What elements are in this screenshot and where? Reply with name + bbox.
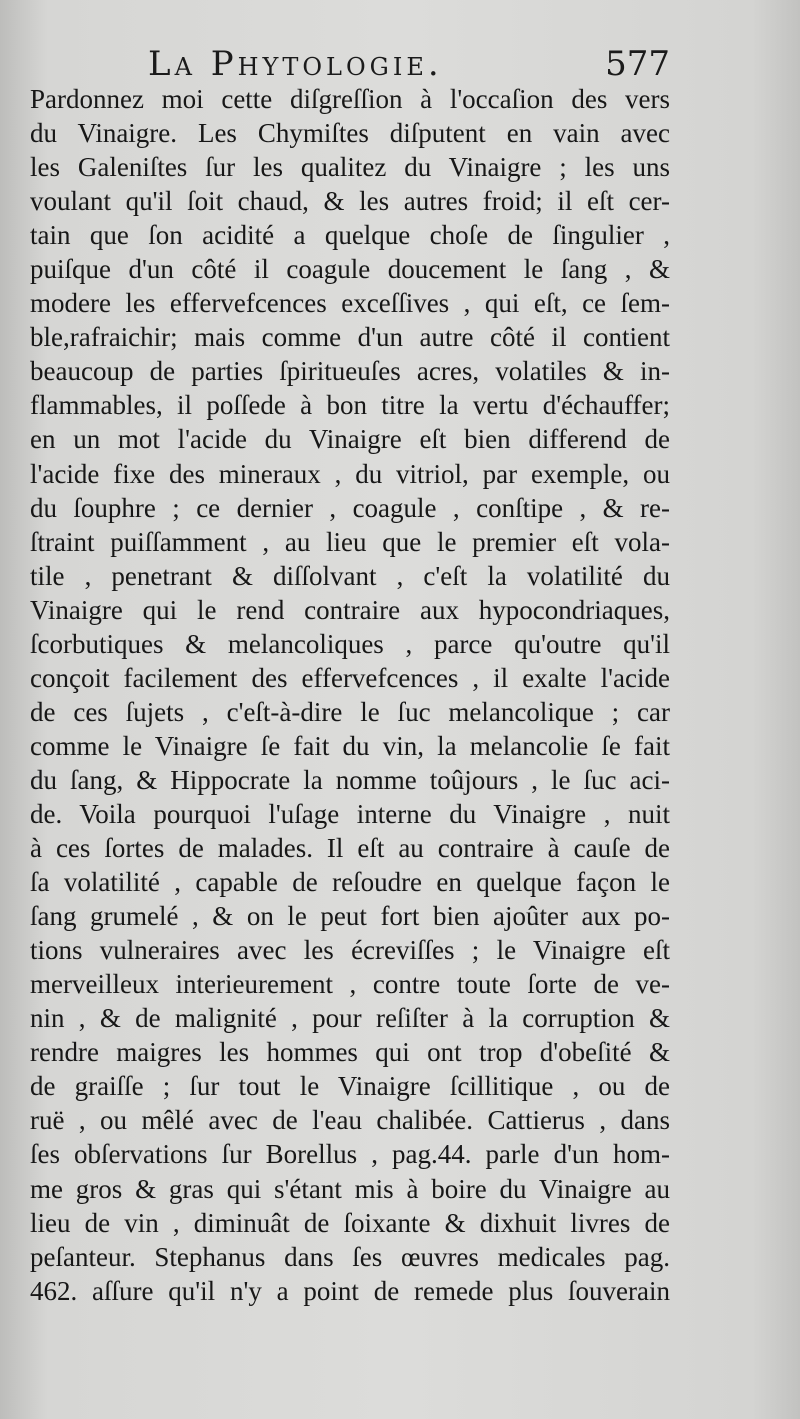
text-line: ſa volatilité , capable de reſoudre en quelque façon le <box>30 867 670 898</box>
text-line: voulant qu'il ſoit chaud, & les autres froid; il eſt cer- <box>30 186 670 217</box>
text-line: beaucoup de parties ſpiritueuſes acres, volatiles & in- <box>30 356 670 387</box>
text-line: de ces ſujets , c'eſt-à-dire le ſuc melancolique ; car <box>30 696 670 727</box>
text-line: flammables, il poſſede à bon titre la vertu d'échauffer; <box>30 390 670 421</box>
text-line: ſang grumelé , & on le peut fort bien ajoûter aux po- <box>30 901 670 932</box>
text-line: ſtraint puiſſamment , au lieu que le premier eſt vola- <box>30 526 670 557</box>
text-line: 462. aſſure qu'il n'y a point de remede plus ſouverain <box>30 1275 670 1306</box>
text-line: ble,rafraichir; mais comme d'un autre côté il contient <box>30 322 670 353</box>
text-line: Pardonnez moi cette diſgreſſion à l'occaſion des vers <box>30 84 670 114</box>
running-title: La Phytologie. <box>148 44 443 84</box>
text-line: ſcorbutiques & melancoliques , parce qu'outre qu'il <box>30 628 670 659</box>
text-line: de. Voila pourquoi l'uſage interne du Vinaigre , nuit <box>30 798 670 829</box>
text-line: à ces ſortes de malades. Il eſt au contraire à cauſe de <box>30 833 670 864</box>
text-line: Vinaigre qui le rend contraire aux hypocondriaques, <box>30 594 670 625</box>
text-line: rendre maigres les hommes qui ont trop d'obeſité & <box>30 1037 670 1068</box>
text-line: nin , & de malignité , pour reſiſter à la corruption & <box>30 1003 670 1034</box>
text-line: l'acide fixe des mineraux , du vitriol, par exemple, ou <box>30 458 670 489</box>
text-line: me gros & gras qui s'étant mis à boire du Vinaigre au <box>30 1173 670 1204</box>
text-line: du Vinaigre. Les Chymiſtes diſputent en vain avec <box>30 118 670 149</box>
text-line: du ſang, & Hippocrate la nomme toûjours , le ſuc aci- <box>30 764 670 795</box>
text-line: peſanteur. Stephanus dans ſes œuvres medicales pag. <box>30 1241 670 1272</box>
text-line: du ſouphre ; ce dernier , coagule , conſtipe , & re- <box>30 492 670 523</box>
text-line: merveilleux interieurement , contre toute ſorte de ve- <box>30 969 670 1000</box>
text-line: comme le Vinaigre ſe fait du vin, la melancolie ſe fait <box>30 730 670 761</box>
text-line: tions vulneraires avec les écreviſſes ; le Vinaigre eſt <box>30 935 670 966</box>
text-line: de graiſſe ; ſur tout le Vinaigre ſcillitique , ou de <box>30 1071 670 1102</box>
text-line: modere les effervefcences exceſſives , qui eſt, ce ſem- <box>30 288 670 319</box>
text-line: ruë , ou mêlé avec de l'eau chalibée. Cattierus , dans <box>30 1105 670 1136</box>
text-line: lieu de vin , diminuât de ſoixante & dixhuit livres de <box>30 1207 670 1238</box>
text-line: tain que ſon acidité a quelque choſe de ſingulier , <box>30 220 670 251</box>
text-line: tile , penetrant & diſſolvant , c'eſt la volatilité du <box>30 560 670 591</box>
text-line: conçoit facilement des effervefcences , il exalte l'acide <box>30 662 670 693</box>
page-number: 577 <box>605 44 670 84</box>
text-line: les Galeniſtes ſur les qualitez du Vinaigre ; les uns <box>30 152 670 183</box>
text-line: ſes obſervations ſur Borellus , pag.44. parle d'un hom- <box>30 1139 670 1170</box>
text-line: en un mot l'acide du Vinaigre eſt bien differend de <box>30 424 670 455</box>
text-line: puiſque d'un côté il coagule doucement le ſang , & <box>30 254 670 285</box>
body-text <box>30 82 670 1308</box>
